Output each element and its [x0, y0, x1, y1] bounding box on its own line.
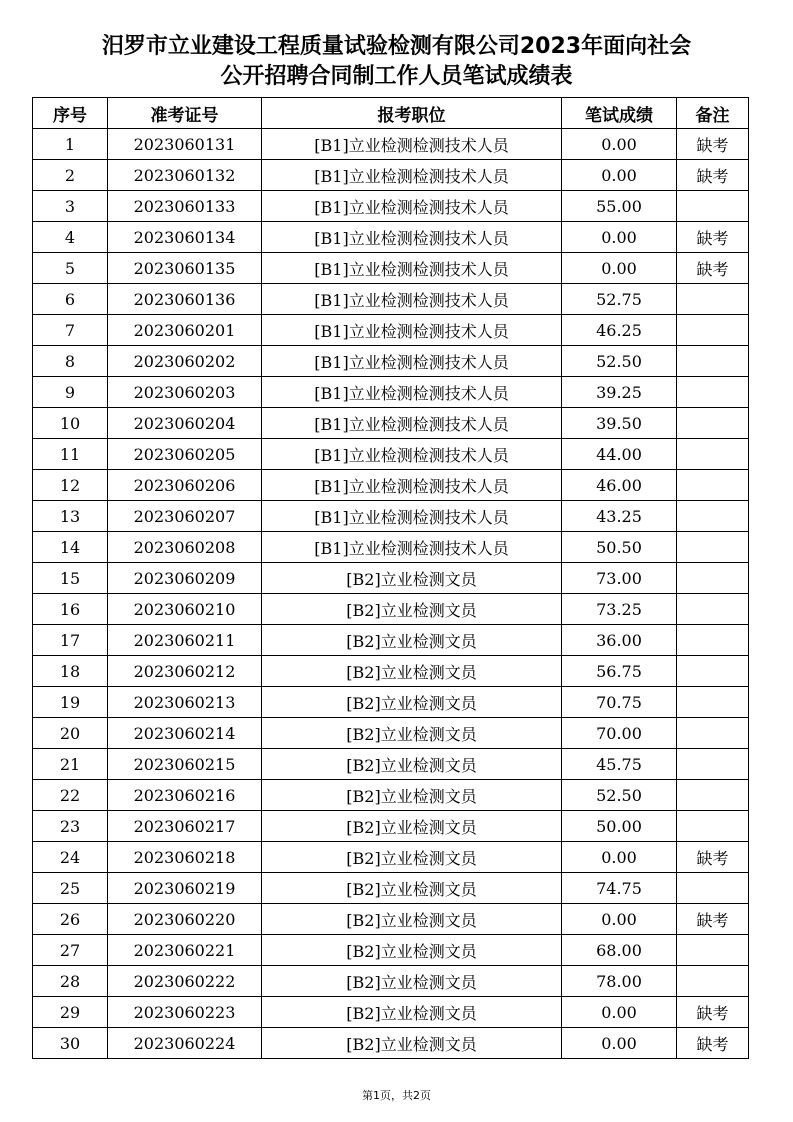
cell-seq: 7	[33, 315, 108, 346]
score-table	[32, 97, 749, 1059]
cell-position: [B2]立业检测文员	[262, 842, 562, 873]
cell-exam-id: 2023060210	[108, 594, 262, 625]
table-row	[33, 346, 749, 377]
cell-exam-id: 2023060221	[108, 935, 262, 966]
cell-position: [B1]立业检测检测技术人员	[262, 222, 562, 253]
cell-score: 0.00	[562, 1028, 677, 1059]
cell-remark: 缺考	[677, 997, 749, 1028]
cell-score: 52.75	[562, 284, 677, 315]
cell-seq: 24	[33, 842, 108, 873]
cell-score: 39.25	[562, 377, 677, 408]
cell-remark	[677, 935, 749, 966]
cell-position: [B2]立业检测文员	[262, 594, 562, 625]
table-row	[33, 997, 749, 1028]
cell-exam-id: 2023060132	[108, 160, 262, 191]
cell-position: [B2]立业检测文员	[262, 563, 562, 594]
cell-seq: 21	[33, 749, 108, 780]
cell-remark	[677, 966, 749, 997]
cell-exam-id: 2023060201	[108, 315, 262, 346]
table-row	[33, 408, 749, 439]
cell-score: 0.00	[562, 842, 677, 873]
cell-position: [B1]立业检测检测技术人员	[262, 346, 562, 377]
table-row	[33, 439, 749, 470]
cell-seq: 30	[33, 1028, 108, 1059]
cell-remark	[677, 749, 749, 780]
cell-position: [B2]立业检测文员	[262, 780, 562, 811]
cell-remark	[677, 346, 749, 377]
cell-position: [B1]立业检测检测技术人员	[262, 129, 562, 160]
cell-seq: 25	[33, 873, 108, 904]
cell-exam-id: 2023060134	[108, 222, 262, 253]
cell-seq: 26	[33, 904, 108, 935]
cell-exam-id: 2023060219	[108, 873, 262, 904]
cell-remark	[677, 532, 749, 563]
cell-remark: 缺考	[677, 842, 749, 873]
cell-position: [B1]立业检测检测技术人员	[262, 408, 562, 439]
cell-position: [B2]立业检测文员	[262, 687, 562, 718]
cell-remark: 缺考	[677, 253, 749, 284]
cell-exam-id: 2023060133	[108, 191, 262, 222]
cell-exam-id: 2023060207	[108, 501, 262, 532]
cell-seq: 6	[33, 284, 108, 315]
cell-seq: 17	[33, 625, 108, 656]
table-row	[33, 532, 749, 563]
cell-position: [B1]立业检测检测技术人员	[262, 253, 562, 284]
table-row	[33, 904, 749, 935]
cell-seq: 23	[33, 811, 108, 842]
cell-score: 55.00	[562, 191, 677, 222]
cell-exam-id: 2023060203	[108, 377, 262, 408]
table-row	[33, 284, 749, 315]
table-row	[33, 656, 749, 687]
cell-exam-id: 2023060213	[108, 687, 262, 718]
cell-exam-id: 2023060208	[108, 532, 262, 563]
cell-score: 46.25	[562, 315, 677, 346]
cell-seq: 29	[33, 997, 108, 1028]
cell-exam-id: 2023060204	[108, 408, 262, 439]
table-row	[33, 718, 749, 749]
cell-exam-id: 2023060218	[108, 842, 262, 873]
cell-position: [B2]立业检测文员	[262, 1028, 562, 1059]
cell-remark	[677, 315, 749, 346]
cell-score: 50.50	[562, 532, 677, 563]
cell-score: 73.00	[562, 563, 677, 594]
cell-remark: 缺考	[677, 904, 749, 935]
table-row	[33, 222, 749, 253]
cell-exam-id: 2023060202	[108, 346, 262, 377]
cell-seq: 22	[33, 780, 108, 811]
cell-exam-id: 2023060212	[108, 656, 262, 687]
table-row	[33, 501, 749, 532]
cell-score: 0.00	[562, 160, 677, 191]
cell-position: [B2]立业检测文员	[262, 811, 562, 842]
cell-remark	[677, 439, 749, 470]
cell-exam-id: 2023060217	[108, 811, 262, 842]
cell-position: [B2]立业检测文员	[262, 625, 562, 656]
cell-remark	[677, 408, 749, 439]
cell-score: 52.50	[562, 346, 677, 377]
table-row	[33, 842, 749, 873]
cell-score: 50.00	[562, 811, 677, 842]
cell-seq: 13	[33, 501, 108, 532]
title-line-1: 汨罗市立业建设工程质量试验检测有限公司2023年面向社会	[101, 34, 692, 59]
cell-remark	[677, 656, 749, 687]
cell-position: [B1]立业检测检测技术人员	[262, 439, 562, 470]
table-row	[33, 687, 749, 718]
title-line-2: 公开招聘合同制工作人员笔试成绩表	[220, 64, 573, 89]
cell-seq: 15	[33, 563, 108, 594]
cell-exam-id: 2023060222	[108, 966, 262, 997]
header-score: 笔试成绩	[562, 98, 677, 129]
cell-exam-id: 2023060131	[108, 129, 262, 160]
cell-seq: 2	[33, 160, 108, 191]
cell-remark	[677, 501, 749, 532]
cell-remark	[677, 625, 749, 656]
cell-seq: 12	[33, 470, 108, 501]
cell-score: 78.00	[562, 966, 677, 997]
cell-remark	[677, 191, 749, 222]
table-header-row	[33, 98, 749, 129]
cell-position: [B2]立业检测文员	[262, 997, 562, 1028]
cell-seq: 11	[33, 439, 108, 470]
cell-remark	[677, 470, 749, 501]
cell-exam-id: 2023060211	[108, 625, 262, 656]
cell-seq: 14	[33, 532, 108, 563]
cell-remark	[677, 873, 749, 904]
cell-score: 0.00	[562, 253, 677, 284]
cell-remark	[677, 780, 749, 811]
cell-position: [B2]立业检测文员	[262, 966, 562, 997]
cell-score: 74.75	[562, 873, 677, 904]
cell-remark: 缺考	[677, 1028, 749, 1059]
cell-score: 43.25	[562, 501, 677, 532]
cell-exam-id: 2023060224	[108, 1028, 262, 1059]
cell-score: 36.00	[562, 625, 677, 656]
table-row	[33, 160, 749, 191]
cell-remark: 缺考	[677, 160, 749, 191]
header-seq: 序号	[33, 98, 108, 129]
cell-remark	[677, 687, 749, 718]
cell-seq: 5	[33, 253, 108, 284]
cell-seq: 27	[33, 935, 108, 966]
cell-exam-id: 2023060216	[108, 780, 262, 811]
header-remark: 备注	[677, 98, 749, 129]
cell-position: [B2]立业检测文员	[262, 656, 562, 687]
cell-score: 68.00	[562, 935, 677, 966]
cell-position: [B2]立业检测文员	[262, 873, 562, 904]
cell-position: [B2]立业检测文员	[262, 904, 562, 935]
cell-score: 73.25	[562, 594, 677, 625]
cell-exam-id: 2023060206	[108, 470, 262, 501]
cell-seq: 4	[33, 222, 108, 253]
cell-exam-id: 2023060223	[108, 997, 262, 1028]
cell-score: 0.00	[562, 997, 677, 1028]
cell-seq: 18	[33, 656, 108, 687]
table-row	[33, 625, 749, 656]
cell-score: 0.00	[562, 222, 677, 253]
table-row	[33, 935, 749, 966]
table-row	[33, 873, 749, 904]
cell-exam-id: 2023060205	[108, 439, 262, 470]
page-footer: 第1页，共2页	[362, 1089, 431, 1102]
cell-seq: 9	[33, 377, 108, 408]
cell-remark: 缺考	[677, 222, 749, 253]
cell-score: 44.00	[562, 439, 677, 470]
cell-position: [B1]立业检测检测技术人员	[262, 315, 562, 346]
table-row	[33, 749, 749, 780]
table-row	[33, 966, 749, 997]
cell-position: [B1]立业检测检测技术人员	[262, 160, 562, 191]
table-row	[33, 377, 749, 408]
cell-score: 0.00	[562, 904, 677, 935]
cell-exam-id: 2023060135	[108, 253, 262, 284]
cell-remark	[677, 563, 749, 594]
cell-exam-id: 2023060214	[108, 718, 262, 749]
cell-position: [B1]立业检测检测技术人员	[262, 284, 562, 315]
cell-remark	[677, 718, 749, 749]
table-row	[33, 315, 749, 346]
cell-score: 45.75	[562, 749, 677, 780]
cell-seq: 16	[33, 594, 108, 625]
cell-position: [B1]立业检测检测技术人员	[262, 377, 562, 408]
cell-position: [B1]立业检测检测技术人员	[262, 191, 562, 222]
cell-seq: 1	[33, 129, 108, 160]
table-row	[33, 129, 749, 160]
cell-position: [B2]立业检测文员	[262, 718, 562, 749]
table-body	[33, 129, 749, 1059]
cell-position: [B1]立业检测检测技术人员	[262, 532, 562, 563]
cell-score: 52.50	[562, 780, 677, 811]
table-row	[33, 780, 749, 811]
cell-remark	[677, 594, 749, 625]
table-row	[33, 811, 749, 842]
table-row	[33, 594, 749, 625]
cell-exam-id: 2023060220	[108, 904, 262, 935]
cell-score: 0.00	[562, 129, 677, 160]
page-title	[0, 32, 793, 92]
cell-remark	[677, 284, 749, 315]
cell-exam-id: 2023060209	[108, 563, 262, 594]
cell-seq: 20	[33, 718, 108, 749]
cell-position: [B1]立业检测检测技术人员	[262, 470, 562, 501]
cell-seq: 10	[33, 408, 108, 439]
cell-remark: 缺考	[677, 129, 749, 160]
cell-score: 70.00	[562, 718, 677, 749]
table-row	[33, 191, 749, 222]
cell-seq: 28	[33, 966, 108, 997]
cell-score: 70.75	[562, 687, 677, 718]
table-row	[33, 470, 749, 501]
cell-exam-id: 2023060215	[108, 749, 262, 780]
table-row	[33, 253, 749, 284]
cell-score: 46.00	[562, 470, 677, 501]
cell-seq: 3	[33, 191, 108, 222]
cell-position: [B2]立业检测文员	[262, 935, 562, 966]
cell-position: [B1]立业检测检测技术人员	[262, 501, 562, 532]
cell-remark	[677, 377, 749, 408]
cell-exam-id: 2023060136	[108, 284, 262, 315]
cell-position: [B2]立业检测文员	[262, 749, 562, 780]
cell-score: 56.75	[562, 656, 677, 687]
header-position: 报考职位	[262, 98, 562, 129]
cell-seq: 19	[33, 687, 108, 718]
cell-score: 39.50	[562, 408, 677, 439]
table-row	[33, 563, 749, 594]
table-row	[33, 1028, 749, 1059]
cell-remark	[677, 811, 749, 842]
cell-seq: 8	[33, 346, 108, 377]
header-exam-id: 准考证号	[108, 98, 262, 129]
